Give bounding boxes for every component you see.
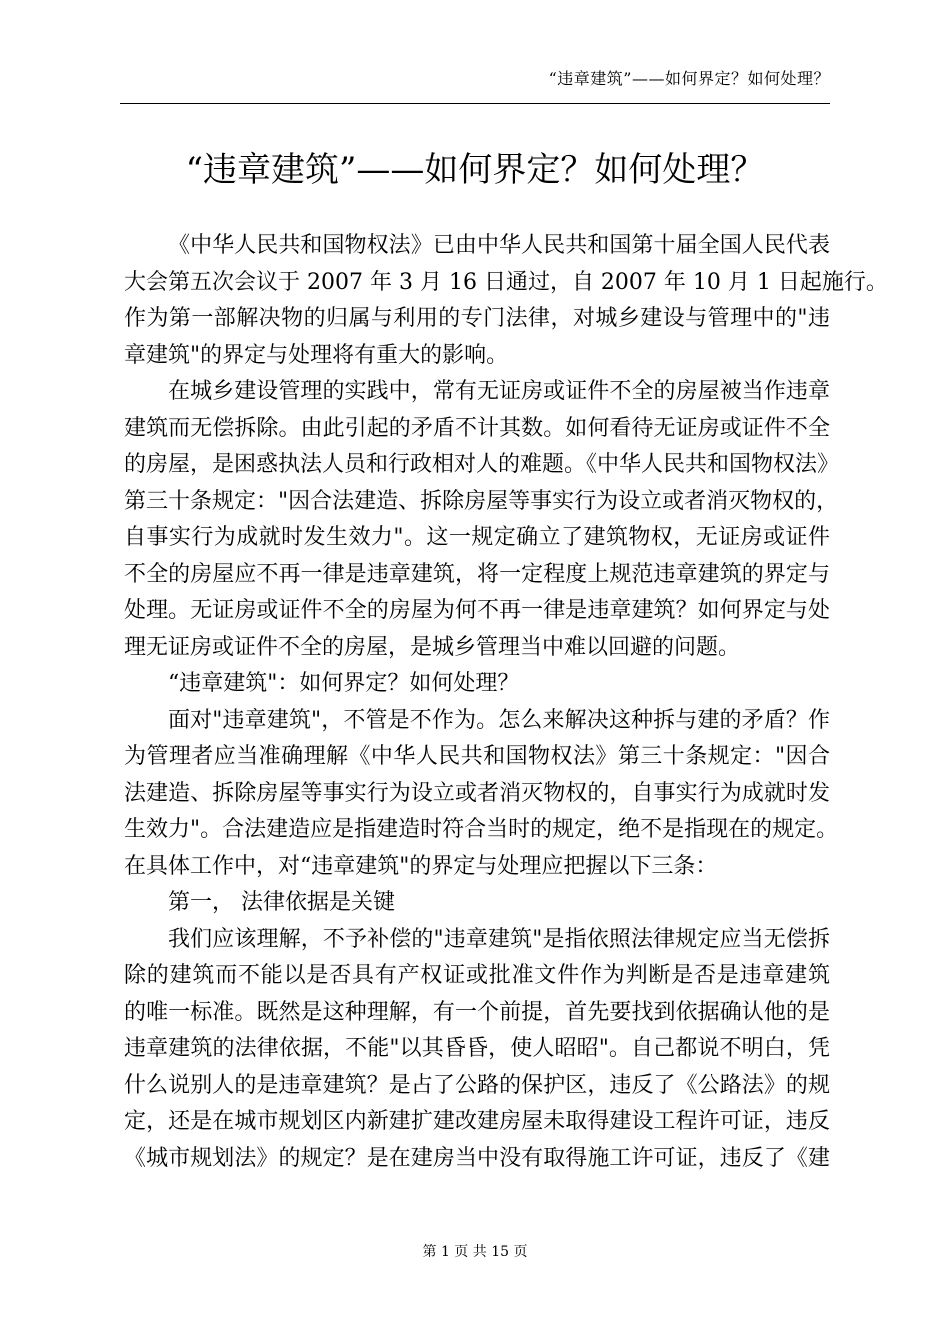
- body-text: [124, 228, 888, 1177]
- paragraph-line: 第三十条规定："因合法建造、拆除房屋等事实行为设立或者消灭物权的，: [124, 488, 839, 514]
- paragraph-line: 面对"违章建筑"，不管是不作为。怎么来解决这种拆与建的矛盾？作: [168, 707, 830, 733]
- section-heading: “违章建筑"：如何界定？如何处理？: [168, 671, 520, 696]
- paragraph-line: 在城乡建设管理的实践中，常有无证房或证件不全的房屋被当作违章: [168, 379, 830, 404]
- paragraph-line: 自事实行为成就时发生效力"。这一规定确立了建筑物权，无证房或证件: [124, 525, 830, 550]
- paragraph-line: 法建造、拆除房屋等事实行为设立或者消灭物权的，自事实行为成就时发: [124, 780, 830, 806]
- paragraph-line: 什么说别人的是违章建筑？是占了公路的保护区，违反了《公路法》的规: [124, 1072, 830, 1098]
- paragraph-line: 生效力"。合法建造应是指建造时符合当时的规定，绝不是指现在的规定。: [124, 817, 839, 842]
- paragraph-line: 作为第一部解决物的归属与利用的专门法律，对城乡建设与管理中的"违: [124, 306, 830, 331]
- paragraph-line: 为管理者应当准确理解《中华人民共和国物权法》第三十条规定："因合: [124, 744, 830, 769]
- paragraph-line: 我们应该理解，不予补偿的"违章建筑"是指依照法律规定应当无偿拆: [168, 926, 830, 952]
- paragraph-line: 章建筑"的界定与处理将有重大的影响。: [124, 342, 509, 368]
- paragraph-line: 《城市规划法》的规定？是在建房当中没有取得施工许可证，违反了《建: [124, 1145, 830, 1171]
- paragraph-line: 建筑而无偿拆除。由此引起的矛盾不计其数。如何看待无证房或证件不全: [124, 415, 830, 441]
- paragraph-line: 违章建筑的法律依据，不能"以其昏昏，使人昭昭"。自己都说不明白，凭: [124, 1036, 830, 1061]
- page-title: “违章建筑”——如何界定？如何处理？: [185, 150, 765, 190]
- paragraph-line: 的唯一标准。既然是这种理解，有一个前提，首先要找到依据确认他的是: [124, 999, 830, 1025]
- running-header: “违章建筑”——如何界定？如何处理？: [548, 69, 830, 88]
- paragraph-line: 处理。无证房或证件不全的房屋为何不再一律是违章建筑？如何界定与处: [124, 598, 830, 623]
- page-footer: 第 1 页 共 15 页: [422, 1244, 528, 1260]
- paragraph-line: 定，还是在城市规划区内新建扩建改建房屋未取得建设工程许可证，违反: [124, 1109, 830, 1134]
- paragraph-line: 不全的房屋应不再一律是违章建筑，将一定程度上规范违章建筑的界定与: [124, 561, 830, 587]
- paragraph-line: 《中华人民共和国物权法》已由中华人民共和国第十届全国人民代表: [168, 233, 830, 258]
- paragraph-line: 除的建筑而不能以是否具有产权证或批准文件作为判断是否是违章建筑: [124, 963, 830, 988]
- subsection-heading: 第一， 法律依据是关键: [168, 890, 395, 915]
- paragraph-line: 大会第五次会议于 2007 年 3 月 16 日通过，自 2007 年 10 月 1 日起施行。: [124, 269, 888, 295]
- paragraph-line: 的房屋，是困惑执法人员和行政相对人的难题。《中华人民共和国物权法》: [124, 452, 840, 477]
- paragraph-line: 在具体工作中，对“违章建筑"的界定与处理应把握以下三条：: [124, 853, 718, 879]
- header-rule: [120, 103, 830, 104]
- paragraph-line: 理无证房或证件不全的房屋，是城乡管理当中难以回避的问题。: [124, 634, 741, 660]
